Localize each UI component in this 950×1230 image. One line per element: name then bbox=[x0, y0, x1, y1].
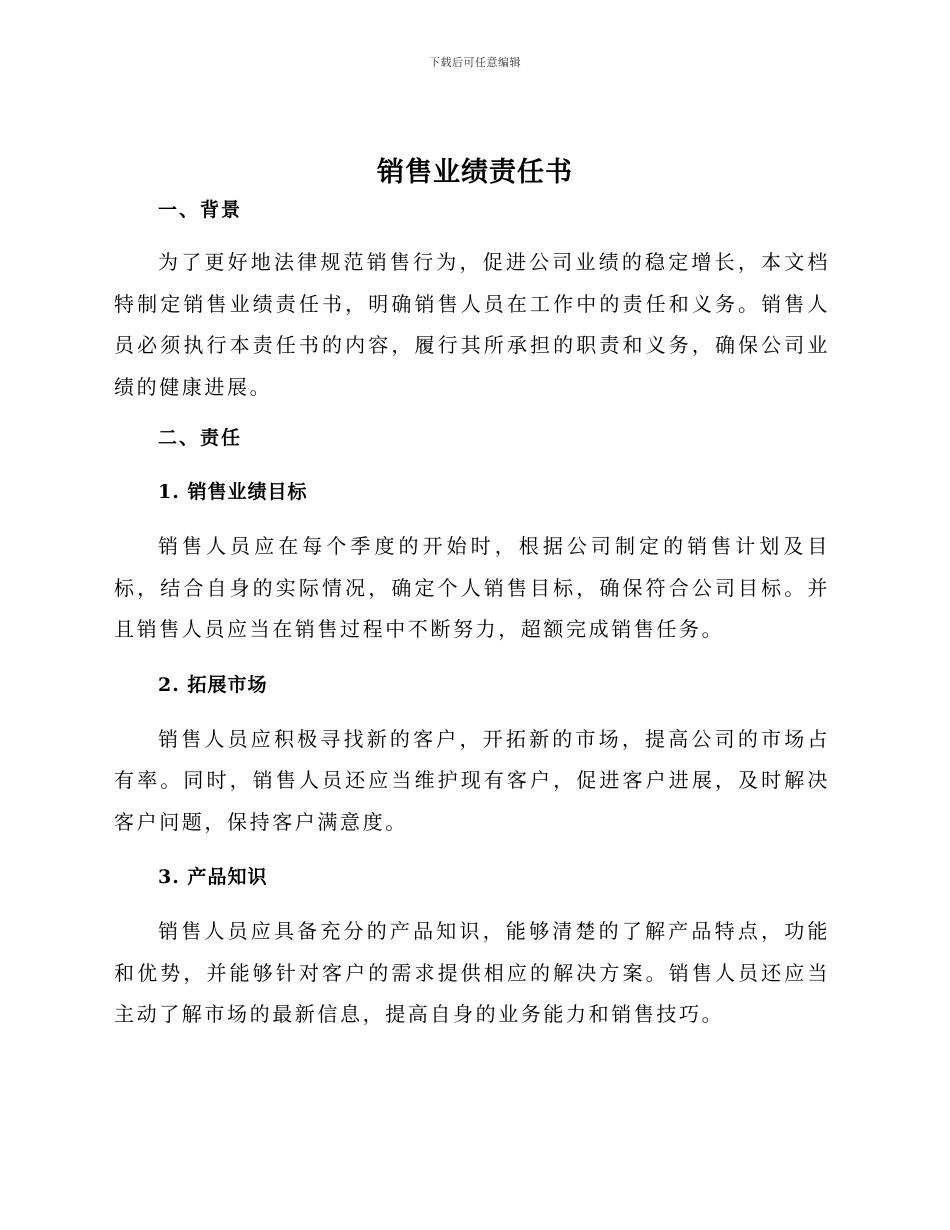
subheading-market-expansion: 2. 拓展市场 bbox=[158, 673, 268, 696]
spacer bbox=[114, 408, 830, 418]
subheading-sales-target: 1. 销售业绩目标 bbox=[158, 481, 308, 503]
section-heading-background: 一、背景 bbox=[158, 199, 243, 221]
spacer bbox=[114, 899, 830, 911]
document-title: 销售业绩责任书 bbox=[377, 157, 573, 188]
section-heading-responsibility: 二、责任 bbox=[158, 427, 243, 449]
page-header-note: 下载后可任意编辑 bbox=[429, 56, 521, 69]
paragraph-market-expansion: 销售人员应积极寻找新的客户，开拓新的市场，提高公司的市场占有率。同时，销售人员还应当维护现有客户，促进客户进展，及时解决客户问题，保持客户满意度。 bbox=[114, 726, 830, 834]
spacer bbox=[114, 707, 830, 719]
spacer bbox=[114, 230, 830, 242]
spacer bbox=[114, 843, 830, 855]
spacer bbox=[114, 514, 830, 526]
subheading-product-knowledge: 3. 产品知识 bbox=[158, 866, 268, 888]
paragraph-product-knowledge: 销售人员应具备充分的产品知识，能够清楚的了解产品特点，功能和优势，并能够针对客户的需求提供相应的解决方案。销售人员还应当主动了解市场的最新信息，提高自身的业务能力和销售技巧。 bbox=[114, 919, 830, 1026]
spacer bbox=[114, 458, 830, 470]
spacer bbox=[114, 651, 830, 663]
document-body bbox=[114, 190, 830, 1036]
background-paragraph: 为了更好地法律规范销售行为，促进公司业绩的稳定增长，本文档特制定销售业绩责任书，明确销售人员在工作中的责任和义务。销售人员必须执行本责任书的内容，履行其所承担的职责和义务，确保公司业绩的健康进展。 bbox=[114, 250, 830, 399]
paragraph-sales-target: 销售人员应在每个季度的开始时，根据公司制定的销售计划及目标，结合自身的实际情况，确定个人销售目标，确保符合公司目标。并且销售人员应当在销售过程中不断努力，超额完成销售任务。 bbox=[114, 534, 830, 641]
